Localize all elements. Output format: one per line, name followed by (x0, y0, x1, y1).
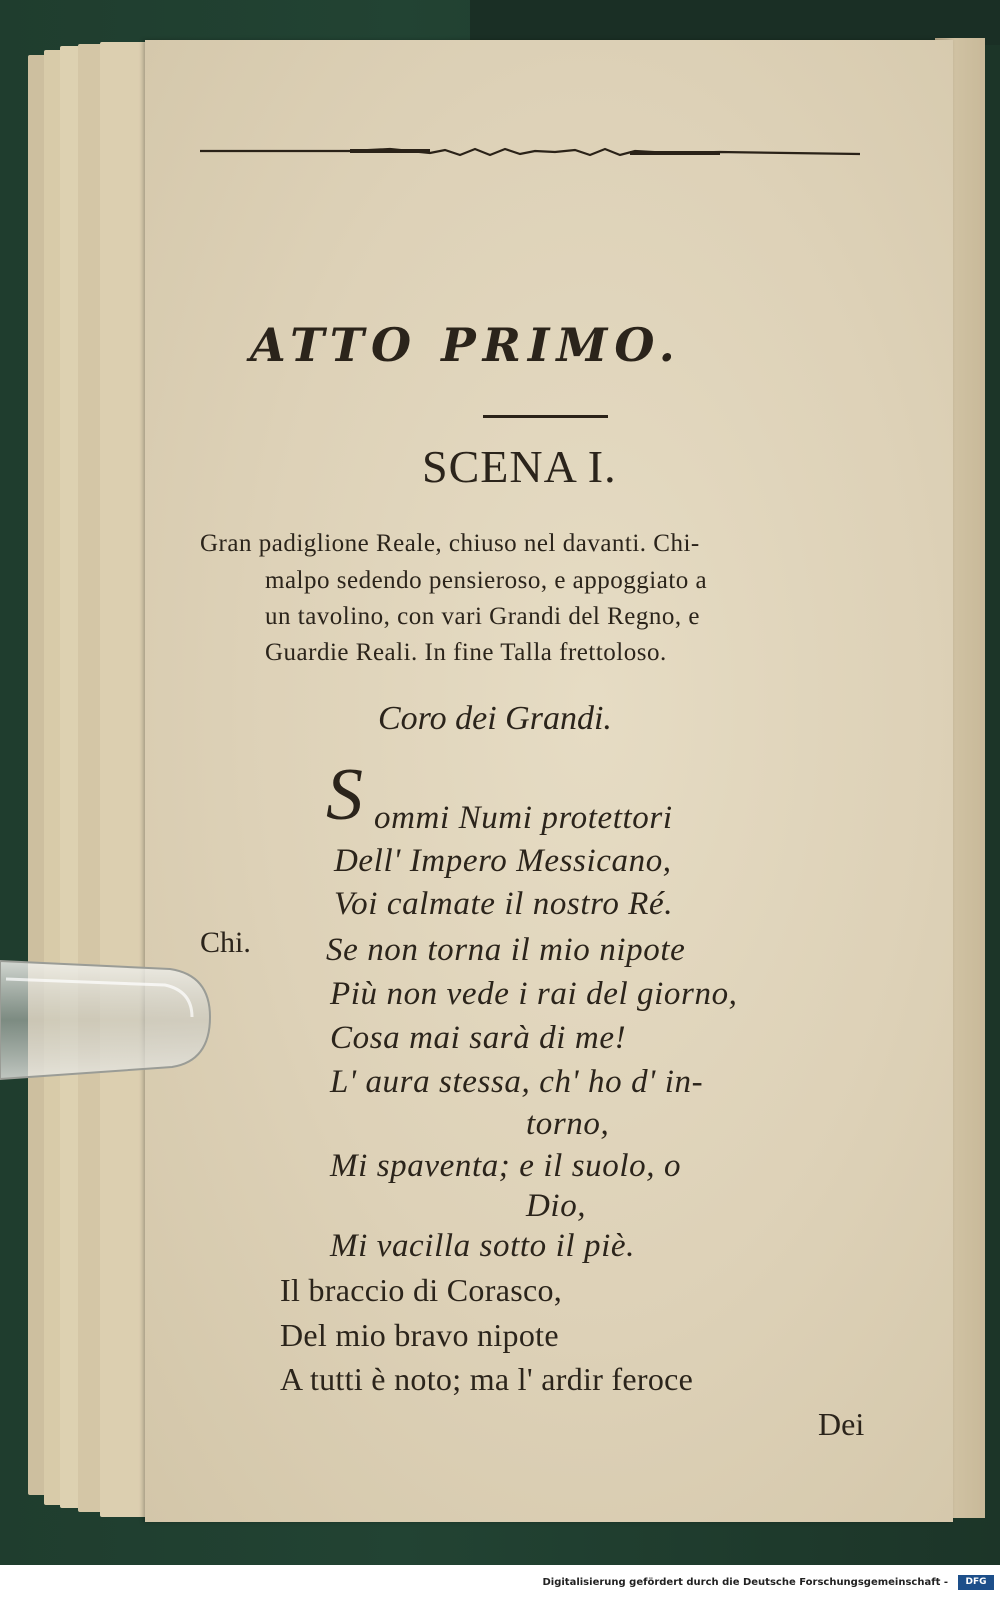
act-title: ATTO PRIMO. (250, 318, 682, 372)
stage-direction-line: un tavolino, con vari Grandi del Regno, e (265, 603, 700, 630)
verse-line: Più non vede i rai del giorno, (330, 976, 738, 1012)
stage-direction-line: malpo sedendo pensieroso, e appoggiato a (265, 567, 708, 594)
stage-direction-line: Gran padiglione Reale, chiuso nel davanti. Chi- (200, 530, 700, 557)
verse-line: Dell' Impero Messicano, (334, 843, 672, 879)
scan-background-corner (470, 0, 1000, 45)
verse-line: Dio, (526, 1188, 587, 1224)
ornamental-rule (200, 146, 860, 160)
recitative-line: Del mio bravo nipote (280, 1317, 559, 1353)
title-divider (483, 415, 608, 418)
verse-line: Voi calmate il nostro Ré. (334, 886, 674, 922)
verse-line: Mi spaventa; e il suolo, o (330, 1148, 682, 1184)
drop-cap: S (326, 754, 363, 836)
speaker-label: Chi. (200, 926, 251, 959)
recitative-line: A tutti è noto; ma l' ardir feroce (280, 1361, 694, 1397)
verse-line: Mi vacilla sotto il piè. (330, 1228, 635, 1264)
stage-direction-line: Guardie Reali. In fine Talla frettoloso. (265, 639, 667, 666)
dfg-logo: DFG (958, 1575, 994, 1590)
verse-line: torno, (526, 1106, 610, 1142)
glass-page-weight (0, 955, 212, 1085)
page-edge (100, 42, 151, 1517)
chorus-heading: Coro dei Grandi. (378, 700, 612, 737)
verse-line: ommi Numi protettori (374, 800, 673, 836)
recitative-line: Il braccio di Corasco, (280, 1272, 563, 1308)
funding-credit: Digitalisierung gefördert durch die Deutsche Forschungsgemeinschaft - (542, 1577, 948, 1588)
verse-line: Cosa mai sarà di me! (330, 1020, 627, 1056)
verse-line: Se non torna il mio nipote (326, 932, 686, 968)
verse-line: L' aura stessa, ch' ho d' in- (330, 1064, 704, 1100)
catchword: Dei (818, 1406, 865, 1442)
scene-title: SCENA I. (422, 441, 617, 492)
